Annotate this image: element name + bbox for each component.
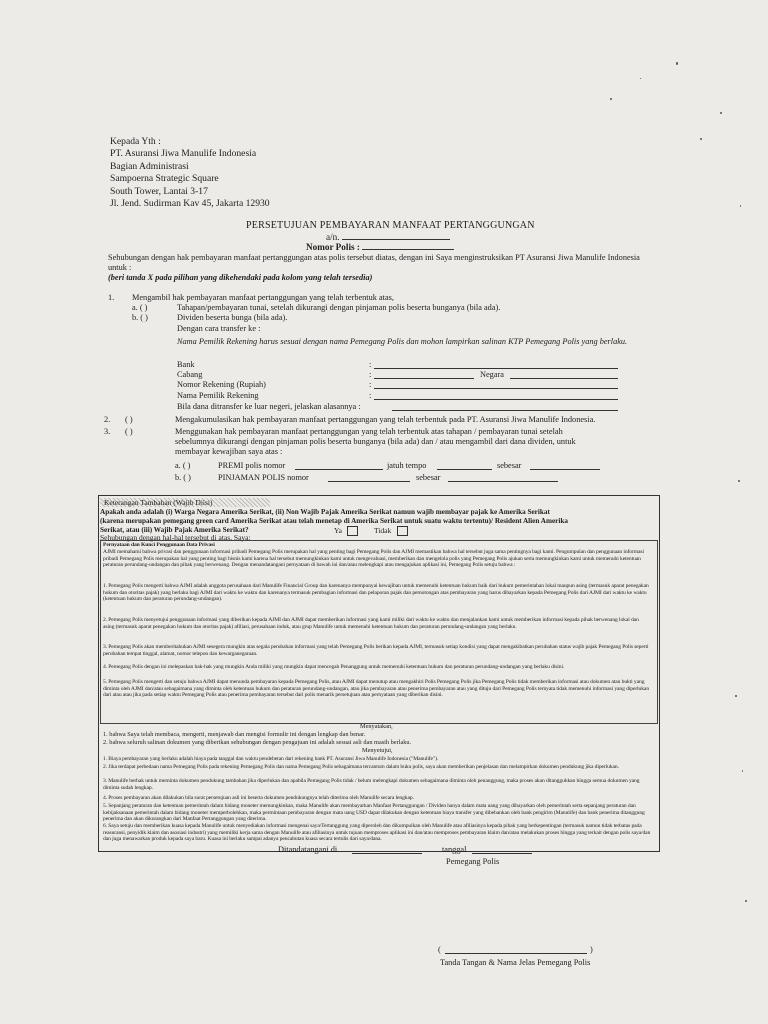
cabang-label: Cabang bbox=[177, 370, 203, 379]
keterangan-line3: Serikat, atau (iii) Wajib Pajak Amerika Serikat? bbox=[100, 526, 249, 534]
privasi-item-5: 5. Pemegang Polis mengerti dan setuju bahwa AJMI dapat menunda pembayaran kepada Pemegang Polis, atau AJMI dapat menutup atau mengakhiri Polis Pemegang Polis jika Pemegang Polis tidak memberikan informasi atau dokumen atau bukti yang diminta oleh AJMI dan/atau sebagaimana yang diminta oleh ketentuan hukum dan peraturan perundang-undangan, atau jika pembayaran atau penerima pembayaran atau yang dituju dari Pemegang Polis ternyata tidak memenuhi informasi yang diperlukan dari atau atau jika pada setiap waktu Pemegang Polis atau penerima pembayaran tersebut dari polis menarik persetujuan atau pernyataan yang diberikan disini. bbox=[103, 679, 650, 699]
rekening-note: Nama Pemilik Rekening harus sesuai dengan nama Pemegang Polis dan mohon lampirkan salinan KTP Pemegang Polis yang berlaku. bbox=[177, 337, 628, 346]
signature-paren-open: ( bbox=[438, 945, 441, 954]
menyetujui-item-5: 5. Sepanjang peraturan dan ketentuan pemerintah dalam bidang moneter memungkinkan, maka Manulife akan membayarkan Manfaat Pertanggungan / Dividen hanya dalam mata uang yang dibayarkan oleh pemerintah serta sepanjang peraturan dan kebijaksanaan pemerintah dalam bidang moneter memperbolehkan, maka permintaan pembayaran dengan mata uang USD dapat dilakukan dengan ketentuan biaya transfer yang dibebankan oleh bank pengirim (Manulife) dan bank penerima ditanggung penerima dan akan dikurangkan dari Manfaat Pertanggungan yang diterima. bbox=[103, 803, 645, 823]
negara-label: Negara bbox=[480, 370, 504, 379]
document-title: PERSETUJUAN PEMBAYARAN MANFAAT PERTANGGUNGAN bbox=[246, 220, 535, 231]
item3-line3: membayar kewajiban saya atas : bbox=[175, 447, 283, 456]
an-field[interactable] bbox=[342, 231, 450, 240]
privasi-item-1: 1. Pemegang Polis mengerti bahwa AJMI adalah anggota perusahaan dari Manulife Financial Group dan karenanya mempunyai kewajiban untuk memenuhi ketentuan hukum baik dari hukum pemerintahan lokal maupun asing (termasuk aparat penegakan hukum dan otoritas pajak) yang berlaku bagi AJMI dari waktu ke waktu dan karenanya termasuk pembagian informasi dan pelaporan pajak dan pemotongan atas pembayaran yang harus dibayarkan kepada Pemegang Polis dari AJMI dari waktu ke waktu (ketentuan hukum dan peraturan perundang-undangan). bbox=[103, 583, 649, 603]
item3-b-text: PINJAMAN POLIS nomor bbox=[218, 473, 309, 482]
jatuh-tempo-label: jatuh tempo bbox=[387, 461, 427, 470]
address-dept: Bagian Administrasi bbox=[110, 160, 189, 172]
luar-negeri-field[interactable] bbox=[392, 402, 618, 411]
address-tower: South Tower, Lantai 3-17 bbox=[110, 185, 208, 197]
address-company: PT. Asuransi Jiwa Manulife Indonesia bbox=[110, 148, 257, 160]
sebesar-a-field[interactable] bbox=[530, 461, 600, 470]
item3-a-checkbox[interactable]: a. ( ) bbox=[175, 461, 191, 470]
item2-num: 2. bbox=[104, 415, 111, 424]
nomor-rekening-field[interactable] bbox=[374, 380, 618, 389]
intro-text: Sehubungan dengan hak pembayaran manfaat pertanggungan atas polis tersebut diatas, dengan ini Saya menginstruksikan PT Asuransi Jiwa Manulife Indonesia untuk : bbox=[108, 253, 640, 272]
keterangan-header: Keterangan Tambahan (Wajib Diisi) bbox=[100, 498, 270, 507]
nomor-polis-field[interactable] bbox=[362, 241, 454, 250]
menyetujui-item-6: 6. Saya setuju dan memberikan kuasa kepada Manulife untuk menyediakan informasi mengenai saya/Tertanggung yang diperoleh dan dikumpulkan oleh Manulife atau afiliasinya kepada pihak yang berkepentingan (termasuk namun tidak terbatas pada reasuransi, penyidik klaim dan asosiasi industri) yang memiliki kerja sama dengan Manulife atau afiliasinya untuk tujuan memproses aplikasi ini dan/atau memproses pembayaran klaim dan/atau melakukan proses hingga yang terkait dengan polis saya/dan dan juga menawarkan produk kepada saya baru. Kuasa ini berlaku sampai adanya pencabutan kuasa secara tertulis dari saya/dana. bbox=[103, 823, 651, 843]
menyetujui-item-1: 1. Biaya pembayaran yang berlaku adalah biaya pada tanggal dan waktu pendebetan dari rekening bank PT. Asuransi Jiwa Manulife Indonesia ("Manulife"). bbox=[103, 756, 439, 762]
menyatakan-header: Menyatakan, bbox=[360, 723, 393, 730]
nomor-rekening-colon: : bbox=[369, 380, 372, 389]
menyetujui-item-4: 4. Proses pembayaran akan dilakukan bila surat persetujuan asli ini beserta dokumen pendukungnya telah diterima oleh Manulife secara lengkap. bbox=[103, 795, 414, 801]
item1-b-checkbox[interactable]: b. ( ) bbox=[132, 313, 148, 322]
premi-polis-field[interactable] bbox=[295, 461, 383, 470]
intro-note: (beri tanda X pada pilihan yang dikehendaki pada kolom yang telah tersedia) bbox=[108, 273, 373, 282]
luar-negeri-label: Bila dana ditransfer ke luar negeri, jelaskan alasannya : bbox=[177, 402, 361, 411]
nama-pemilik-label: Nama Pemilik Rekening bbox=[177, 391, 259, 400]
item3-b-checkbox[interactable]: b. ( ) bbox=[175, 473, 191, 482]
menyatakan-item-1: 1. bahwa Saya telah membaca, mengerti, menjawab dan mengisi formulir ini dengan lengkap dan benar. bbox=[103, 731, 366, 738]
cabang-colon: : bbox=[369, 370, 372, 379]
item2-checkbox[interactable]: ( ) bbox=[125, 415, 133, 424]
cabang-field[interactable] bbox=[374, 370, 474, 379]
ditandatangani-field[interactable] bbox=[352, 845, 422, 854]
negara-field[interactable] bbox=[510, 370, 618, 379]
item3-line2: sebelumnya dikurangi dengan pinjaman polis beserta bunganya (bila ada) dan / atau mengambil dari dana dividen, untuk bbox=[175, 437, 576, 446]
item2-text: Mengakumulasikan hak pembayaran manfaat pertanggungan yang telah terbentuk pada PT. Asuransi Jiwa Manulife Indonesia. bbox=[175, 415, 596, 424]
pemegang-polis-label: Pemegang Polis bbox=[446, 857, 500, 866]
item1-a-checkbox[interactable]: a. ( ) bbox=[132, 303, 148, 312]
menyatakan-item-2: 2. bahwa seluruh salinan dokumen yang diberikan sehubungan dengan pengajuan ini adalah sesuai asli dan masih berlaku. bbox=[103, 739, 412, 746]
menyetujui-item-2: 2. Jika terdapat perbedaan nama Pemegang Polis pada rekening Pemegang Polis dan nama Pemegang Polis sebagaimana tercantum dalam buku polis, saya akan memberikan penjelasan dan melampirkan dokumen pendukung jika diperlukan. bbox=[103, 764, 619, 770]
item1-text: Mengambil hak pembayaran manfaat pertanggungan yang telah terbentuk atas, bbox=[132, 293, 394, 302]
item3-checkbox[interactable]: ( ) bbox=[125, 427, 133, 436]
bank-colon: : bbox=[369, 360, 372, 369]
sebesar-a-label: sebesar bbox=[497, 461, 522, 470]
bank-label: Bank bbox=[177, 360, 195, 369]
transfer-label: Dengan cara transfer ke : bbox=[177, 324, 261, 333]
signature-field[interactable] bbox=[445, 945, 587, 954]
pinjaman-polis-field[interactable] bbox=[328, 473, 410, 482]
nomor-polis-row bbox=[306, 241, 454, 252]
nomor-polis-label: Nomor Polis : bbox=[306, 242, 360, 252]
sehubungan-text: Sehubungan dengan hal-hal tersebut di atas, Saya: bbox=[100, 533, 251, 542]
item1-num: 1. bbox=[108, 293, 115, 302]
address-street: Jl. Jend. Sudirman Kav 45, Jakarta 12930 bbox=[110, 198, 270, 210]
sebesar-b-label: sebesar bbox=[416, 473, 441, 482]
privasi-item-4: 4. Pemegang Polis dengan ini melepaskan hak-hak yang mungkin Anda miliki yang mungkin dapat mencegah Penanggung untuk memenuhi ketentuan hukum dan peraturan perundang-undangan yang berlaku disini. bbox=[103, 664, 565, 670]
item1-a-text: Tahapan/pembayaran tunai, setelah dikurangi dengan pinjaman polis beserta bunganya (bila ada). bbox=[177, 303, 501, 312]
privasi-item-3: 3. Pemegang Polis akan memberitahukan AJMI sesegera mungkin atas segala perubahan informasi yang telah Pemegang Polis berikan kepada AJMI, termasuk setiap kondisi yang dapat mengakibatkan perubahan status wajib pajak Pemegang Polis seperti perubahan tempat tinggal, alamat, nomor telepon dan kewarganegaraan. bbox=[103, 644, 649, 657]
ditandatangani-label: Ditandatangani di bbox=[278, 845, 338, 854]
keterangan-line2: (karena merupakan pemegang green card Amerika Serikat atau telah menetap di Amerika Serikat untuk suatu waktu tertentu)/ Resident Alien Amerika bbox=[100, 517, 568, 525]
jatuh-tempo-field[interactable] bbox=[437, 461, 492, 470]
privasi-item-2: 2. Pemegang Polis menyetujui penggunaan informasi yang diberikan kepada AJMI dan AJMI dapat memberikan informasi yang kami miliki dari waktu ke waktu dan menjalankan kami untuk memberikan informasi kepada pihak berwenang lokal dan asing (termasuk aparat penegakan hukum dan otoritas pajak) afiliasi, perusahaan induk, atau grup Manulife untuk memenuhi ketentuan hukum dan peraturan perundang-undangan yang berlaku. bbox=[103, 617, 639, 630]
tidak-checkbox[interactable] bbox=[397, 526, 408, 536]
address-kepada: Kepada Yth : bbox=[110, 136, 161, 147]
keterangan-line1: Apakah anda adalah (i) Warga Negara Amerika Serikat, (ii) Non Wajib Pajak Amerika Serikat namun wajib membayar pajak ke Amerika Serikat bbox=[100, 508, 550, 516]
ya-checkbox[interactable] bbox=[347, 526, 358, 536]
intro-paragraph bbox=[108, 253, 656, 283]
address-building: Sampoerna Strategic Square bbox=[110, 173, 219, 185]
privasi-header: Pernyataan dan Kunci Penggunaan Data Privasi bbox=[103, 542, 215, 548]
item3-a-text: PREMI polis nomor bbox=[218, 461, 286, 470]
signature-caption: Tanda Tangan & Nama Jelas Pemegang Polis bbox=[440, 958, 591, 967]
an-label: a/n. bbox=[326, 232, 340, 242]
ya-label: Ya bbox=[334, 526, 342, 535]
menyetujui-header: Menyetujui, bbox=[362, 747, 393, 754]
nomor-rekening-label: Nomor Rekening (Rupiah) bbox=[177, 380, 266, 389]
tanggal-label: tanggal bbox=[442, 845, 467, 854]
bank-field[interactable] bbox=[374, 360, 618, 369]
sebesar-b-field[interactable] bbox=[448, 473, 558, 482]
nama-pemilik-field[interactable] bbox=[374, 391, 618, 400]
item1-b-text: Dividen beserta bunga (bila ada). bbox=[177, 313, 288, 322]
menyetujui-item-3: 3. Manulife berhak untuk meminta dokumen pendukung tambahan jika diperlukan dan apabila Pemegang Polis tidak / belum melengkapi dokumen sebagaimana diminta oleh penanggung, maka proses akan ditangguhkan hingga semua dokumen yang diminta sudah lengkap. bbox=[103, 778, 640, 791]
privasi-p1: AJMI memahami bahwa privasi dan penggunaan informasi pribadi Pemegang Polis merupakan hal yang penting bagi Pemegang Polis dan AJMI memastikan bahwa hal tersebut juga sama pentingnya bagi kami. Pengumpulan dan penggunaan informasi pribadi Pemegang Polis merupakan hal yang penting bagi bisnis kami karena hal tersebut memungkinkan kami untuk mengevaluasi, memberikan dan mengelola polis yang Pemegang Polis ajukan serta memungkinkan kami untuk memenuhi ketentuan peraturan perundang-undangan dan pihak yang berwenang. Dengan menandatangani pernyataan di bawah ini dan/atau melengkapi atau mengajukan aplikasi ini, Pemegang Polis setuju bahwa : bbox=[103, 549, 644, 569]
item3-num: 3. bbox=[104, 427, 111, 436]
signature-paren-close: ) bbox=[590, 945, 593, 954]
nama-pemilik-colon: : bbox=[369, 391, 372, 400]
item3-line1: Menggunakan hak pembayaran manfaat pertanggungan yang telah terbentuk atas tahapan / pembayaran tunai setelah bbox=[175, 427, 563, 436]
address-block bbox=[110, 136, 270, 210]
tanggal-field[interactable] bbox=[472, 845, 532, 854]
tidak-label: Tidak bbox=[374, 526, 392, 535]
